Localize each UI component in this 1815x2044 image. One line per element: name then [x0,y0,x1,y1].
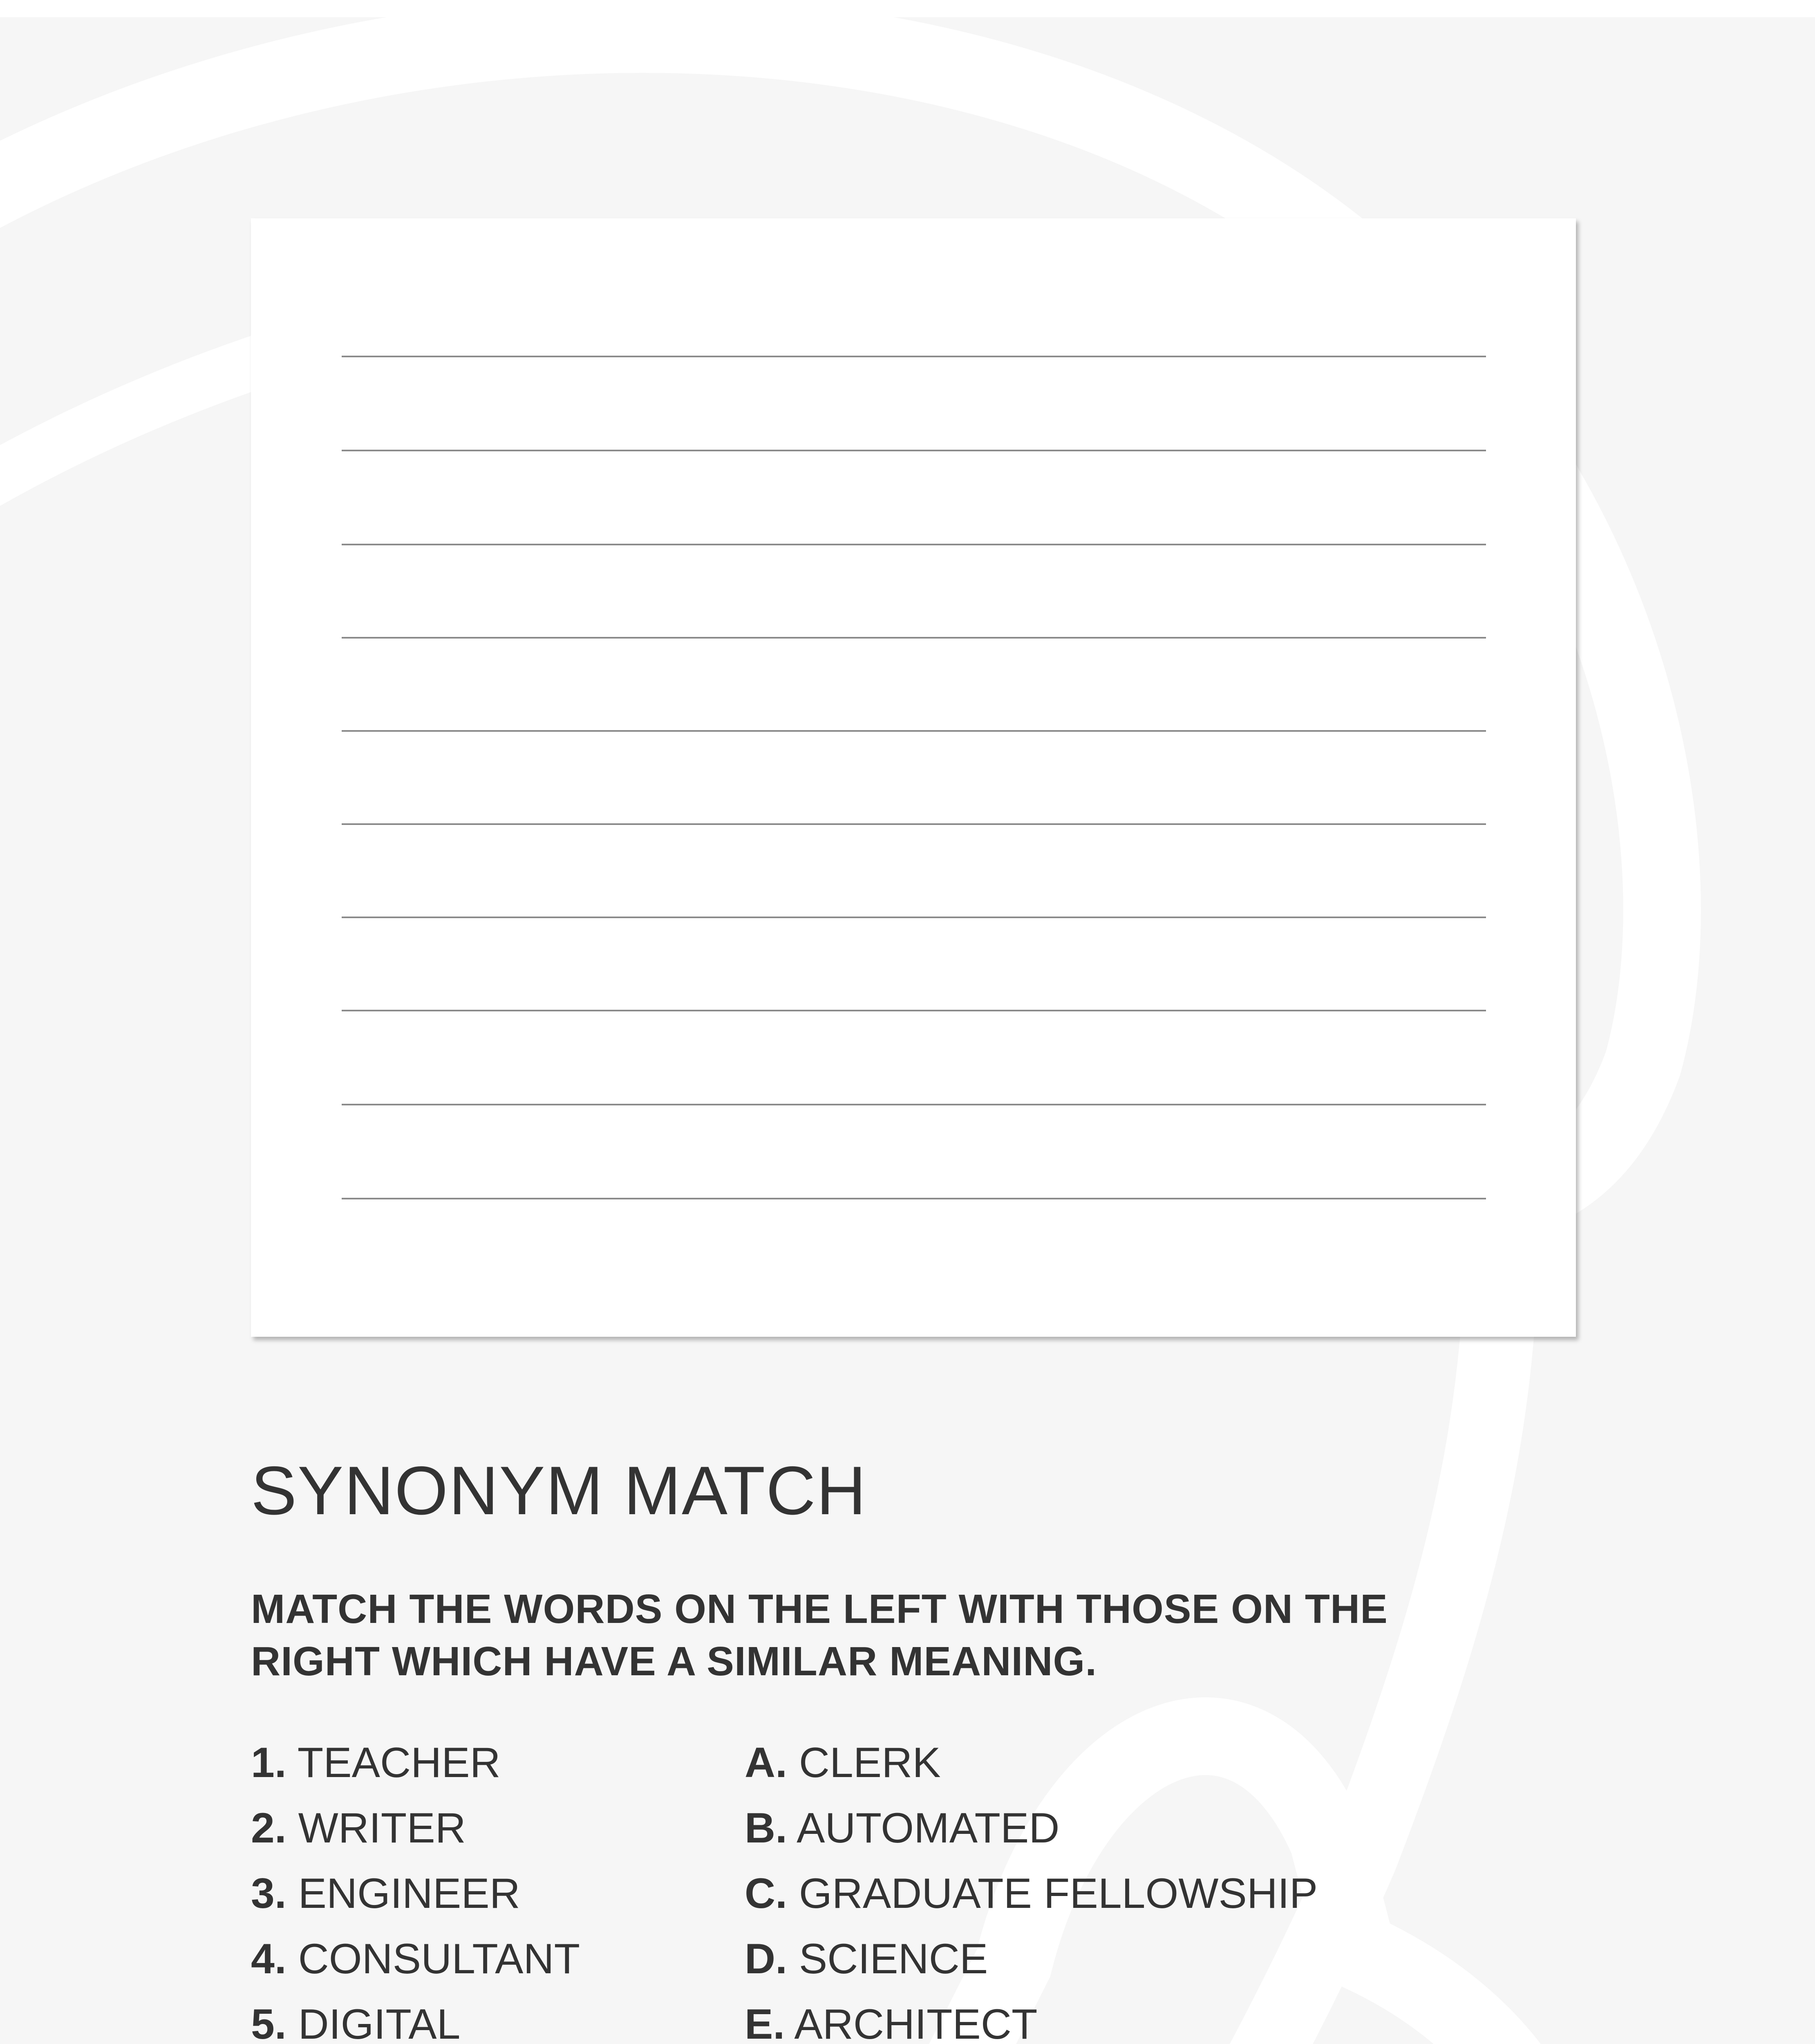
writing-line[interactable] [342,917,1486,918]
left-word-item [251,1730,615,1795]
writing-line[interactable] [342,544,1486,545]
item-letter: A. [745,1739,787,1786]
item-word: TEACHER [297,1739,501,1786]
writing-line[interactable] [342,1104,1486,1105]
item-number: 3. [251,1870,286,1917]
writing-line[interactable] [342,730,1486,732]
item-letter: B. [745,1804,787,1852]
right-word-list [745,1730,1318,2044]
item-word: AUTOMATED [797,1804,1060,1852]
writing-line[interactable] [342,637,1486,639]
left-word-item [251,1992,615,2044]
instruction-text [251,1583,1388,1688]
item-word: ARCHITECT [794,2001,1038,2044]
writing-line[interactable] [342,450,1486,451]
right-word-item [745,1795,1318,1861]
writing-line[interactable] [342,356,1486,357]
item-word: CLERK [799,1739,941,1786]
writing-lines-card [251,218,1576,1337]
item-word: WRITER [298,1804,466,1852]
item-letter: C. [745,1870,787,1917]
item-word: CONSULTANT [298,1935,580,1983]
item-number: 5. [251,2001,286,2044]
item-letter: E. [745,2001,785,2044]
right-word-item [745,1926,1318,1992]
right-word-item [745,1861,1318,1926]
right-word-item [745,1730,1318,1795]
worksheet-page [0,17,1815,2044]
left-word-item [251,1861,615,1926]
writing-line[interactable] [342,823,1486,825]
item-word: GRADUATE FELLOWSHIP [799,1870,1318,1917]
left-word-list [251,1730,615,2044]
item-word: DIGITAL [298,2001,461,2044]
instruction-line: MATCH THE WORDS ON THE LEFT WITH THOSE ON THE [251,1586,1388,1632]
item-word: SCIENCE [799,1935,988,1983]
left-word-item [251,1926,615,1992]
instruction-line: RIGHT WHICH HAVE A SIMILAR MEANING. [251,1638,1097,1684]
writing-line[interactable] [342,1010,1486,1011]
left-word-item [251,1795,615,1861]
writing-line[interactable] [342,1198,1486,1199]
right-word-item [745,1992,1318,2044]
item-number: 1. [251,1739,286,1786]
item-word: ENGINEER [298,1870,520,1917]
section-title: SYNONYM MATCH [251,1452,867,1529]
item-letter: D. [745,1935,787,1983]
item-number: 4. [251,1935,286,1983]
item-number: 2. [251,1804,286,1852]
